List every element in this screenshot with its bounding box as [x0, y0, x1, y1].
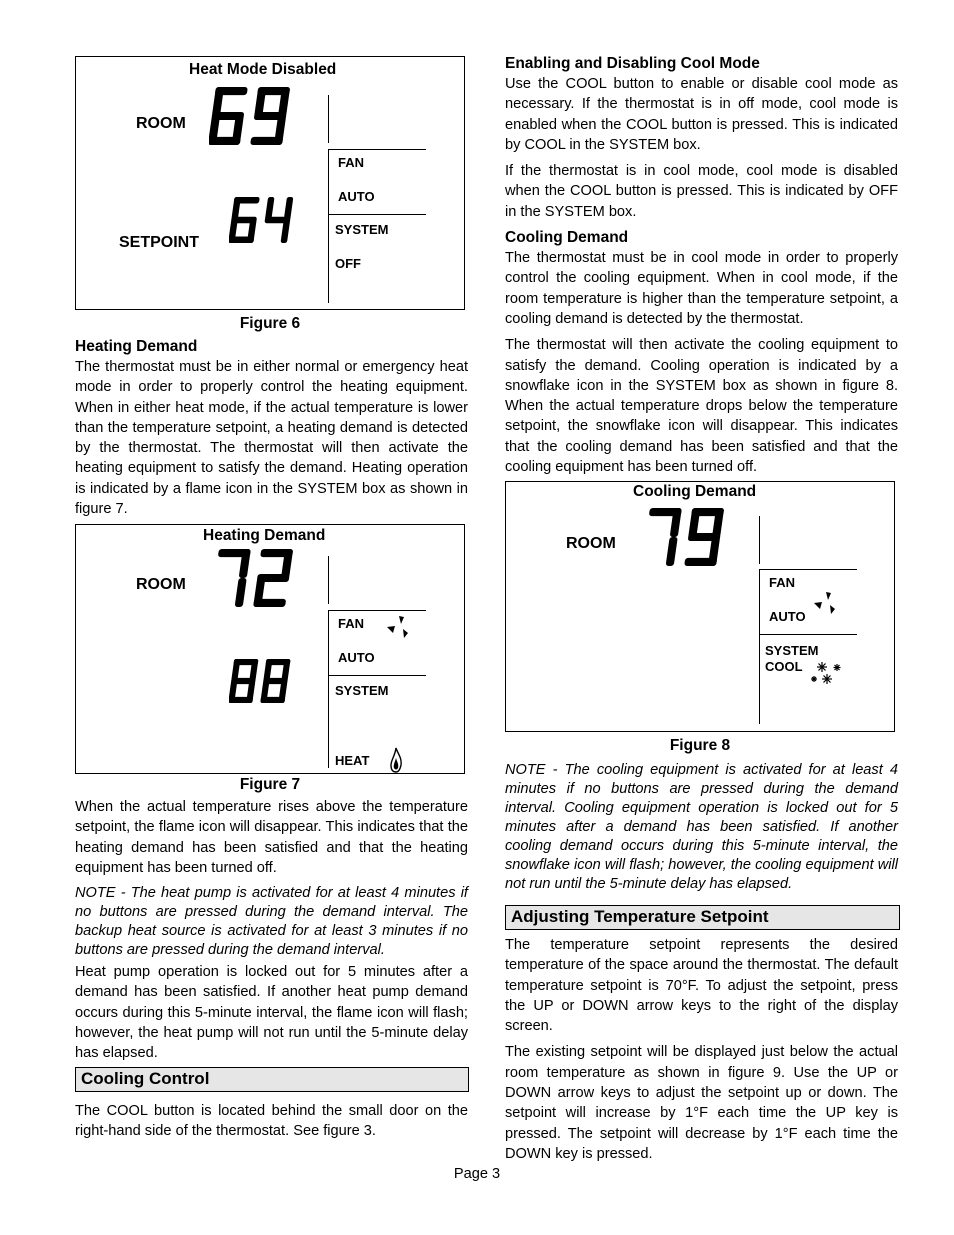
enable-cool-heading: Enabling and Disabling Cool Mode — [505, 55, 760, 72]
figure-6-title: Heat Mode Disabled — [189, 61, 337, 78]
cooling-control-heading: Cooling Control — [75, 1067, 469, 1092]
room-label: ROOM — [136, 576, 186, 593]
room-label: ROOM — [136, 115, 186, 132]
flame-icon — [389, 747, 403, 773]
heat-pump-lockout-paragraph: Heat pump operation is locked out for 5 minutes after a demand has been satisfied. If another heat pump demand occurs during this 5-minute interval, the flame icon will flash; however, the heat pump will not run until the 5-minute delay has elapsed. — [75, 964, 468, 1062]
figure-6-caption: Figure 6 — [239, 315, 301, 332]
cooling-control-paragraph: The COOL button is located behind the small door on the right-hand side of the thermostat. See figure 3. — [75, 1103, 468, 1140]
figure-8-caption: Figure 8 — [669, 737, 731, 754]
seven-segment-digit — [684, 508, 724, 566]
figure-7-title: Heating Demand — [203, 527, 326, 544]
adjusting-paragraph-1: The temperature setpoint represents the desired temperature of the space around the thermostat. The default temperature setpoint is 70°F. To adjust the setpoint, press the UP or DOWN arrow keys to the right of the display screen. — [505, 937, 898, 1035]
seven-segment-digit — [229, 659, 258, 703]
setpoint-label: SETPOINT — [119, 234, 200, 251]
seven-segment-digit — [260, 659, 290, 703]
system-value: HEAT — [335, 753, 370, 768]
figure-6 — [75, 56, 465, 310]
fan-value: AUTO — [769, 609, 806, 624]
cooling-demand-paragraph-2: The thermostat will then activate the cooling equipment to satisfy the demand. Cooling operation is indicated by a snowflake icon in the SYSTEM box as shown in figure 8. When the actual temperature drops below the temperature setpoint, the snowflake icon will disappear. This indicates that the cooling demand has been satisfied and that the cooling equipment has been turned off. — [505, 337, 898, 476]
system-label: SYSTEM — [335, 222, 389, 237]
system-label: SYSTEM — [335, 683, 389, 698]
heating-demand-heading: Heating Demand — [75, 338, 198, 355]
room-temp-display — [212, 547, 301, 609]
seven-segment-digit — [262, 197, 294, 243]
fan-label: FAN — [769, 575, 795, 590]
heating-demand-paragraph: The thermostat must be in either normal or emergency heat mode in order to properly control the heating equipment. When in either heat mode, if the actual temperature is lower than the temperature setpoint, a heating demand is detected by the thermostat. The thermostat will then activate the heating equipment to satisfy the demand. Heating operation is indicated by a flame icon in the SYSTEM box as shown in figure 7. — [75, 359, 468, 518]
enable-cool-paragraph-1: Use the COOL button to enable or disable cool mode as necessary. If the thermostat is in off mode, cool mode is enabled when the COOL button is pressed. This is indicated by COOL in the SYSTEM box. — [505, 76, 898, 153]
fan-icon — [811, 589, 841, 619]
system-value: OFF — [335, 256, 361, 271]
cooling-demand-paragraph-1: The thermostat must be in cool mode in order to properly control the cooling equipment. When in cool mode, if the room temperature is higher than the temperature setpoint, a cooling demand is detected by the thermostat. — [505, 250, 898, 327]
system-label: SYSTEM — [765, 643, 819, 658]
fan-icon — [384, 613, 414, 643]
room-label: ROOM — [566, 535, 616, 552]
enable-cool-paragraph-2: If the thermostat is in cool mode, cool mode is disabled when the COOL button is pressed. This is indicated by OFF in the SYSTEM box. — [505, 163, 898, 220]
setpoint-temp-display — [229, 195, 300, 245]
room-temp-display — [209, 85, 298, 147]
seven-segment-digit — [229, 197, 260, 243]
adjusting-paragraph-2: The existing setpoint will be displayed just below the actual room temperature as shown in figure 9. Use the UP or DOWN arrow keys to adjust the setpoint up or down. The setpoint will increase by 1°F each time the UP key is pressed. The setpoint will decrease by 1°F each time the DOWN key is pressed. — [505, 1044, 898, 1162]
setpoint-temp-display — [229, 657, 297, 705]
cooling-demand-heading: Cooling Demand — [505, 229, 629, 247]
heating-satisfied-paragraph: When the actual temperature rises above the temperature setpoint, the flame icon will disappear. This indicates that the heating demand has been satisfied and that the heating equipment has been turned off. — [75, 799, 468, 876]
heat-pump-note: NOTE - The heat pump is activated for at least 4 minutes if no buttons are pressed during the demand interval. The backup heat source is activated for at least 3 minutes if no buttons are pressed during the demand interval. — [75, 885, 468, 959]
fan-label: FAN — [338, 155, 364, 170]
fan-value: AUTO — [338, 650, 375, 665]
figure-8 — [505, 481, 895, 732]
seven-segment-digit — [253, 549, 293, 607]
figure-7 — [75, 524, 465, 774]
cooling-note: NOTE - The cooling equipment is activated for at least 4 minutes if no buttons are pressed during the demand interval. Cooling equipment operation is locked out for 5 minutes after a demand has been satisfied. If another cooling demand occurs during this 5-minute interval, the snowflake icon will flash; however, the cooling equipment will not run until the 5-minute delay has elapsed. — [505, 762, 898, 892]
fan-label: FAN — [338, 616, 364, 631]
seven-segment-digit — [250, 87, 290, 145]
figure-8-title: Cooling Demand — [633, 483, 757, 500]
fan-value: AUTO — [338, 189, 375, 204]
seven-segment-digit — [212, 549, 251, 607]
adjusting-setpoint-heading: Adjusting Temperature Setpoint — [505, 905, 900, 930]
seven-segment-digit — [209, 87, 248, 145]
room-temp-display — [643, 506, 732, 568]
figure-7-caption: Figure 7 — [239, 776, 301, 793]
seven-segment-digit — [643, 508, 682, 566]
system-value: COOL — [765, 659, 803, 674]
page-number: Page 3 — [453, 1166, 501, 1182]
snowflake-icon — [809, 660, 845, 688]
